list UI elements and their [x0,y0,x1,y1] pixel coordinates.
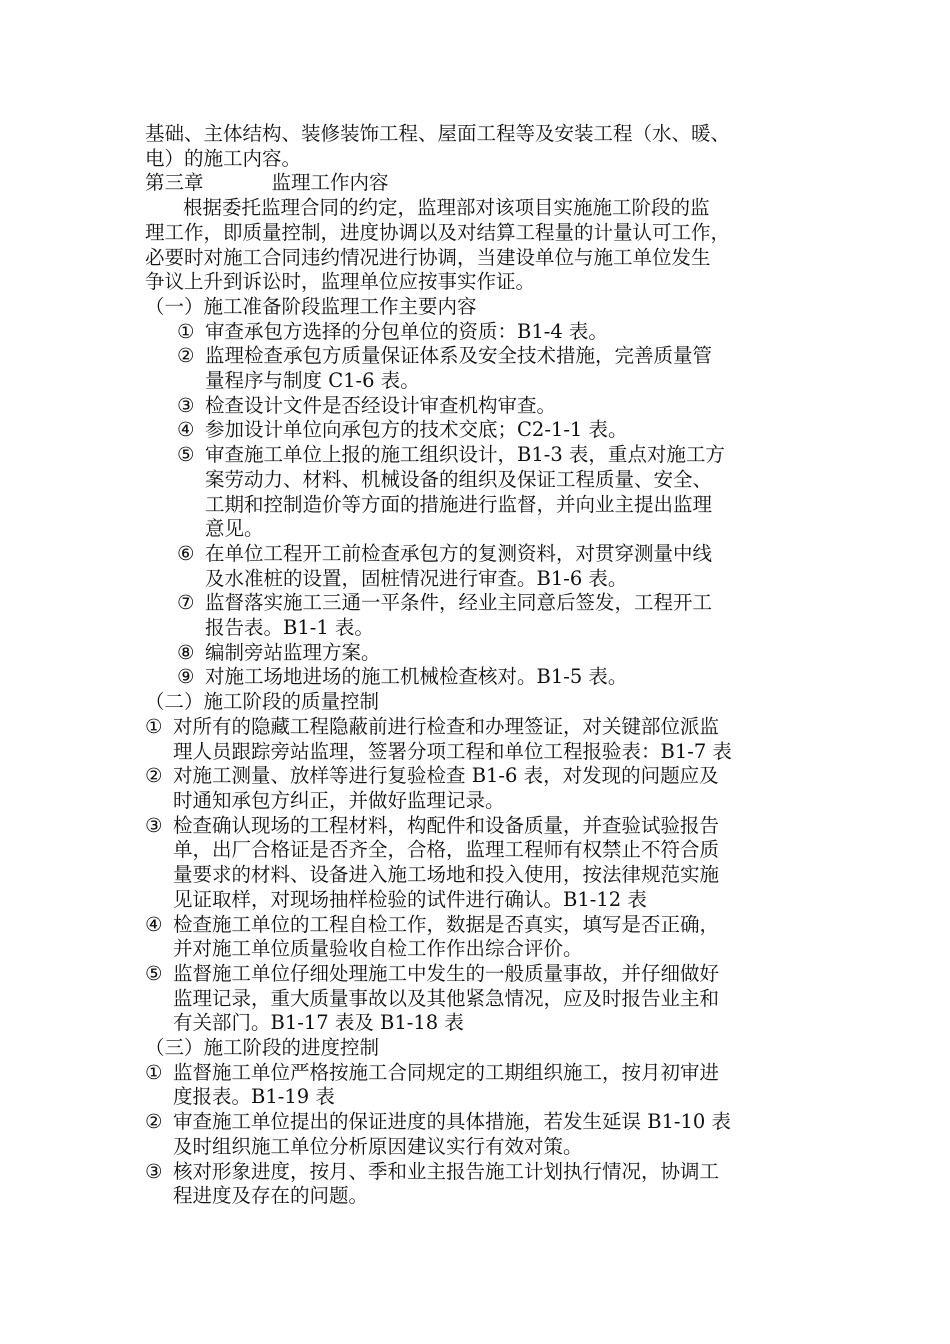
item-line: 对所有的隐藏工程隐蔽前进行检查和办理签证，对关键部位派监 [173,714,720,738]
item-number: ③ [145,813,163,837]
item-line: 程进度及存在的问题。 [173,1184,369,1208]
item-line: 理人员跟踪旁站监理，签署分项工程和单位工程报验表：B1-7 表 [173,739,732,763]
item-line: 审查承包方选择的分包单位的资质：B1-4 表。 [205,319,608,343]
list-item [145,764,825,813]
list-item [177,394,825,419]
paragraph-line: 争议上升到诉讼时，监理单位应按事实作证。 [145,270,536,294]
list-item [177,443,825,542]
list-item [177,591,825,640]
item-line: 监理检查承包方质量保证体系及安全技术措施，完善质量管 [205,344,713,368]
item-line: 监督施工单位仔细处理施工中发生的一般质量事故，并仔细做好 [173,961,720,985]
list-item [145,962,825,1036]
item-line: 时通知承包方纠正，并做好监理记录。 [173,788,505,812]
item-line: 监督落实施工三通一平条件，经业主同意后签发，工程开工 [205,591,713,615]
item-line: 及水准桩的设置，固桩情况进行审查。B1-6 表。 [205,566,628,590]
paragraph-line: 根据委托监理合同的约定，监理部对该项目实施施工阶段的监 [183,196,710,220]
item-line: 审查施工单位上报的施工组织设计，B1-3 表，重点对施工方 [205,443,725,467]
chapter-number: 第三章 [145,171,204,195]
item-line: 报告表。B1-1 表。 [205,616,374,640]
section-heading-1: （一）施工准备阶段监理工作主要内容 [145,294,477,318]
list-item [145,1110,825,1159]
item-number: ② [145,1110,163,1134]
item-number: ③ [177,393,195,417]
chapter-heading [145,171,825,196]
item-line: 及时组织施工单位分析原因建议实行有效对策。 [173,1134,583,1158]
item-line: 意见。 [205,517,264,541]
item-line: 检查确认现场的工程材料，构配件和设备质量，并查验试验报告 [173,813,720,837]
paragraph-line: 必要时对施工合同违约情况进行协调，当建设单位与施工单位发生 [145,245,711,269]
item-line: 量要求的材料、设备进入施工场地和投入使用，按法律规范实施 [173,863,720,887]
item-line: 对施工场地进场的施工机械检查核对。B1-5 表。 [205,665,628,689]
item-line: 度报表。B1-19 表 [173,1085,335,1109]
item-line: 监督施工单位严格按施工合同规定的工期组织施工，按月初审进 [173,1060,720,1084]
item-number: ② [145,764,163,788]
item-number: ① [145,714,163,738]
item-line: 对施工测量、放样等进行复验检查 B1-6 表，对发现的问题应及 [173,764,719,788]
item-number: ② [177,344,195,368]
item-number: ⑤ [145,961,163,985]
item-line: 参加设计单位向承包方的技术交底；C2-1-1 表。 [205,418,628,442]
list-item [145,814,825,913]
chapter-title: 监理工作内容 [271,171,389,195]
item-line: 检查施工单位的工程自检工作，数据是否真实，填写是否正确， [173,912,720,936]
item-number: ⑦ [177,591,195,615]
item-line: 并对施工单位质量验收自检工作作出综合评价。 [173,937,583,961]
item-line: 量程序与制度 C1-6 表。 [205,369,420,393]
list-item [145,1160,825,1209]
item-number: ⑧ [177,640,195,664]
intro-line: 电）的施工内容。 [145,146,302,170]
document-page [145,122,825,1209]
item-line: 见证取样，对现场抽样检验的试件进行确认。B1-12 表 [173,887,647,911]
item-line: 编制旁站监理方案。 [205,640,381,664]
section-heading-3: （三）施工阶段的进度控制 [145,1036,380,1060]
item-line: 有关部门。B1-17 表及 B1-18 表 [173,1011,464,1035]
paragraph-line: 理工作，即质量控制，进度协调以及对结算工程量的计量认可工作， [145,220,731,244]
section-heading-2: （二）施工阶段的质量控制 [145,690,380,714]
item-line: 核对形象进度，按月、季和业主报告施工计划执行情况，协调工 [173,1159,720,1183]
item-line: 在单位工程开工前检查承包方的复测资料，对贯穿测量中线 [205,541,713,565]
list-item [177,665,825,690]
list-item [177,542,825,591]
list-item [145,1061,825,1110]
item-number: ① [177,319,195,343]
item-number: ④ [145,912,163,936]
list-item [145,715,825,764]
item-number: ④ [177,418,195,442]
item-number: ③ [145,1159,163,1183]
item-line: 单，出厂合格证是否齐全，合格，监理工程师有权禁止不符合质 [173,838,720,862]
list-item [177,344,825,393]
item-line: 监理记录，重大质量事故以及其他紧急情况，应及时报告业主和 [173,986,720,1010]
item-line: 检查设计文件是否经设计审查机构审查。 [205,393,557,417]
list-item [177,641,825,666]
item-number: ⑥ [177,541,195,565]
item-line: 案劳动力、材料、机械设备的组织及保证工程质量、安全、 [205,467,713,491]
item-number: ⑨ [177,665,195,689]
list-item [177,418,825,443]
item-line: 工期和控制造价等方面的措施进行监督，并向业主提出监理 [205,492,713,516]
item-number: ⑤ [177,443,195,467]
intro-line: 基础、主体结构、装修装饰工程、屋面工程等及安装工程（水、暖、 [145,122,731,145]
item-line: 审查施工单位提出的保证进度的具体措施，若发生延误 B1-10 表 [173,1110,732,1134]
list-item [145,913,825,962]
item-number: ① [145,1060,163,1084]
list-item [177,320,825,345]
